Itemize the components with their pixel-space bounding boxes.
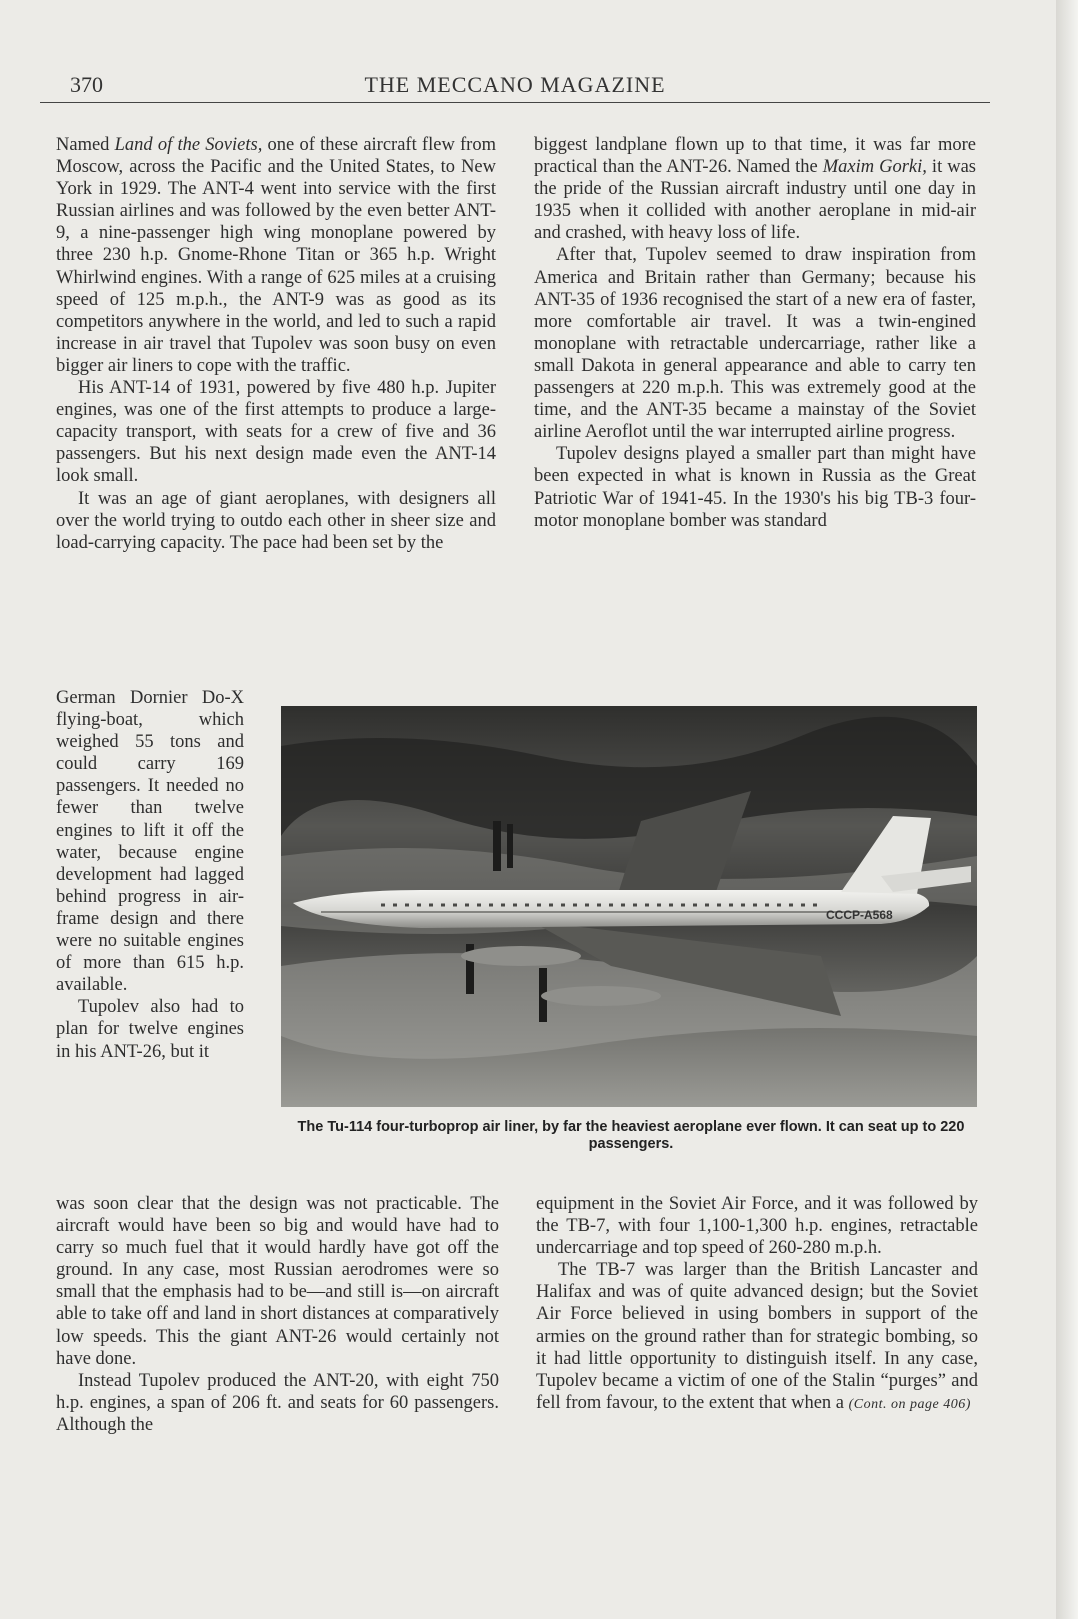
- paragraph: biggest landplane flown up to that time, it was far more practical than the ANT-26. Named the Maxim Gorki, it was the pride of the Russian aircraft industry until one day in 1935 when it collided with another aeroplane in mid-air and crashed, with heavy loss of life.: [534, 135, 976, 244]
- paragraph: equipment in the Soviet Air Force, and it was followed by the TB-7, with four 1,100-1,300 h.p. engines, retractable undercarriage and top speed of 260-280 m.p.h.: [536, 1194, 978, 1259]
- paragraph: After that, Tupolev seemed to draw inspiration from America and Britain rather than Germany; because his ANT-35 of 1936 recognised the start of a new era of faster, more comfortable air travel. It was a twin-engined monoplane with retractable undercarriage, rather like a small Dakota in general appearance and able to carry ten passengers at 220 m.p.h. This was extremely good at the time, and the ANT-35 became a mainstay of the Soviet airline Aeroflot until the war interrupted airline progress.: [534, 245, 976, 443]
- magazine-title: THE MECCANO MAGAZINE: [364, 72, 666, 97]
- narrow-column: [56, 687, 244, 1063]
- paragraph: His ANT-14 of 1931, powered by five 480 h.p. Jupiter engines, was one of the first attempts to produce a large-capacity transport, with seats for a crew of five and 36 passengers. But his next design made even the ANT-14 look small.: [56, 378, 496, 487]
- left-column-bottom: [56, 1193, 499, 1436]
- page-header: [40, 72, 990, 103]
- paragraph: Tupolev designs played a smaller part than might have been expected in what is known in Russia as the Great Patriotic War of 1941-45. In the 1930's his big TB-3 four-motor monoplane bomber was standard: [534, 444, 976, 531]
- right-column-bottom: [536, 1193, 978, 1416]
- photo-caption: The Tu-114 four-turboprop air liner, by far the heaviest aeroplane ever flown. It can seat up to 220 passengers.: [297, 1119, 965, 1152]
- paragraph: It was an age of giant aeroplanes, with designers all over the world trying to outdo each other in sheer size and load-carrying capacity. The pace had been set by the: [56, 488, 496, 553]
- continued-note: (Cont. on page 406): [848, 1396, 971, 1412]
- paragraph: The TB-7 was larger than the British Lancaster and Halifax and was of quite advanced design; but the Soviet Air Force believed in using bombers in support of the armies on the ground rather than for strategic bombing, so it had little opportunity to distinguish itself. In any case, Tupolev became a victim of one of the Stalin “purges” and fell from favour, to the extent that when a (Cont. on page 406): [536, 1260, 978, 1413]
- page-number: 370: [70, 72, 103, 97]
- page-edge: [1056, 0, 1078, 1619]
- paragraph: German Dornier Do-X flying-boat, which weighed 55 tons and could carry 169 passengers. It needed no fewer than twelve engines to lift it off the water, because engine development had lagged behind progress in air-frame design and there were no suitable engines of more than 615 h.p. available.: [56, 688, 244, 996]
- paragraph: Named Land of the Soviets, one of these aircraft flew from Moscow, across the Pacific and the United States, to New York in 1929. The ANT-4 went into service with the first Russian airlines and was followed by the even better ANT-9, a nine-passenger high wing monoplane powered by three 230 h.p. Gnome-Rhone Titan or 365 h.p. Wright Whirlwind engines. With a range of 625 miles at a cruising speed of 125 m.p.h., the ANT-9 was as good as its competitors anywhere in the world, and led to such a rapid increase in air travel that Tupolev was soon busy on even bigger air liners to cope with the traffic.: [56, 135, 496, 376]
- paragraph: Tupolev also had to plan for twelve engines in his ANT-26, but it: [56, 997, 244, 1062]
- paragraph: was soon clear that the design was not practicable. The aircraft would have been so big and would have had to carry so much fuel that it would hardly have got off the ground. In any case, most Russian aerodromes were so small that the emphasis had to be—and still is—on aircraft able to take off and land in short distances at comparatively low speeds. This the giant ANT-26 would certainly not have done.: [56, 1194, 499, 1369]
- registration-mark: CCCP-A568: [826, 908, 893, 922]
- aircraft-photo: [281, 706, 977, 1107]
- left-column-top: [56, 134, 496, 554]
- paragraph: Instead Tupolev produced the ANT-20, with eight 750 h.p. engines, a span of 206 ft. and seats for 60 passengers. Although the: [56, 1370, 499, 1435]
- right-column-top: [534, 134, 976, 532]
